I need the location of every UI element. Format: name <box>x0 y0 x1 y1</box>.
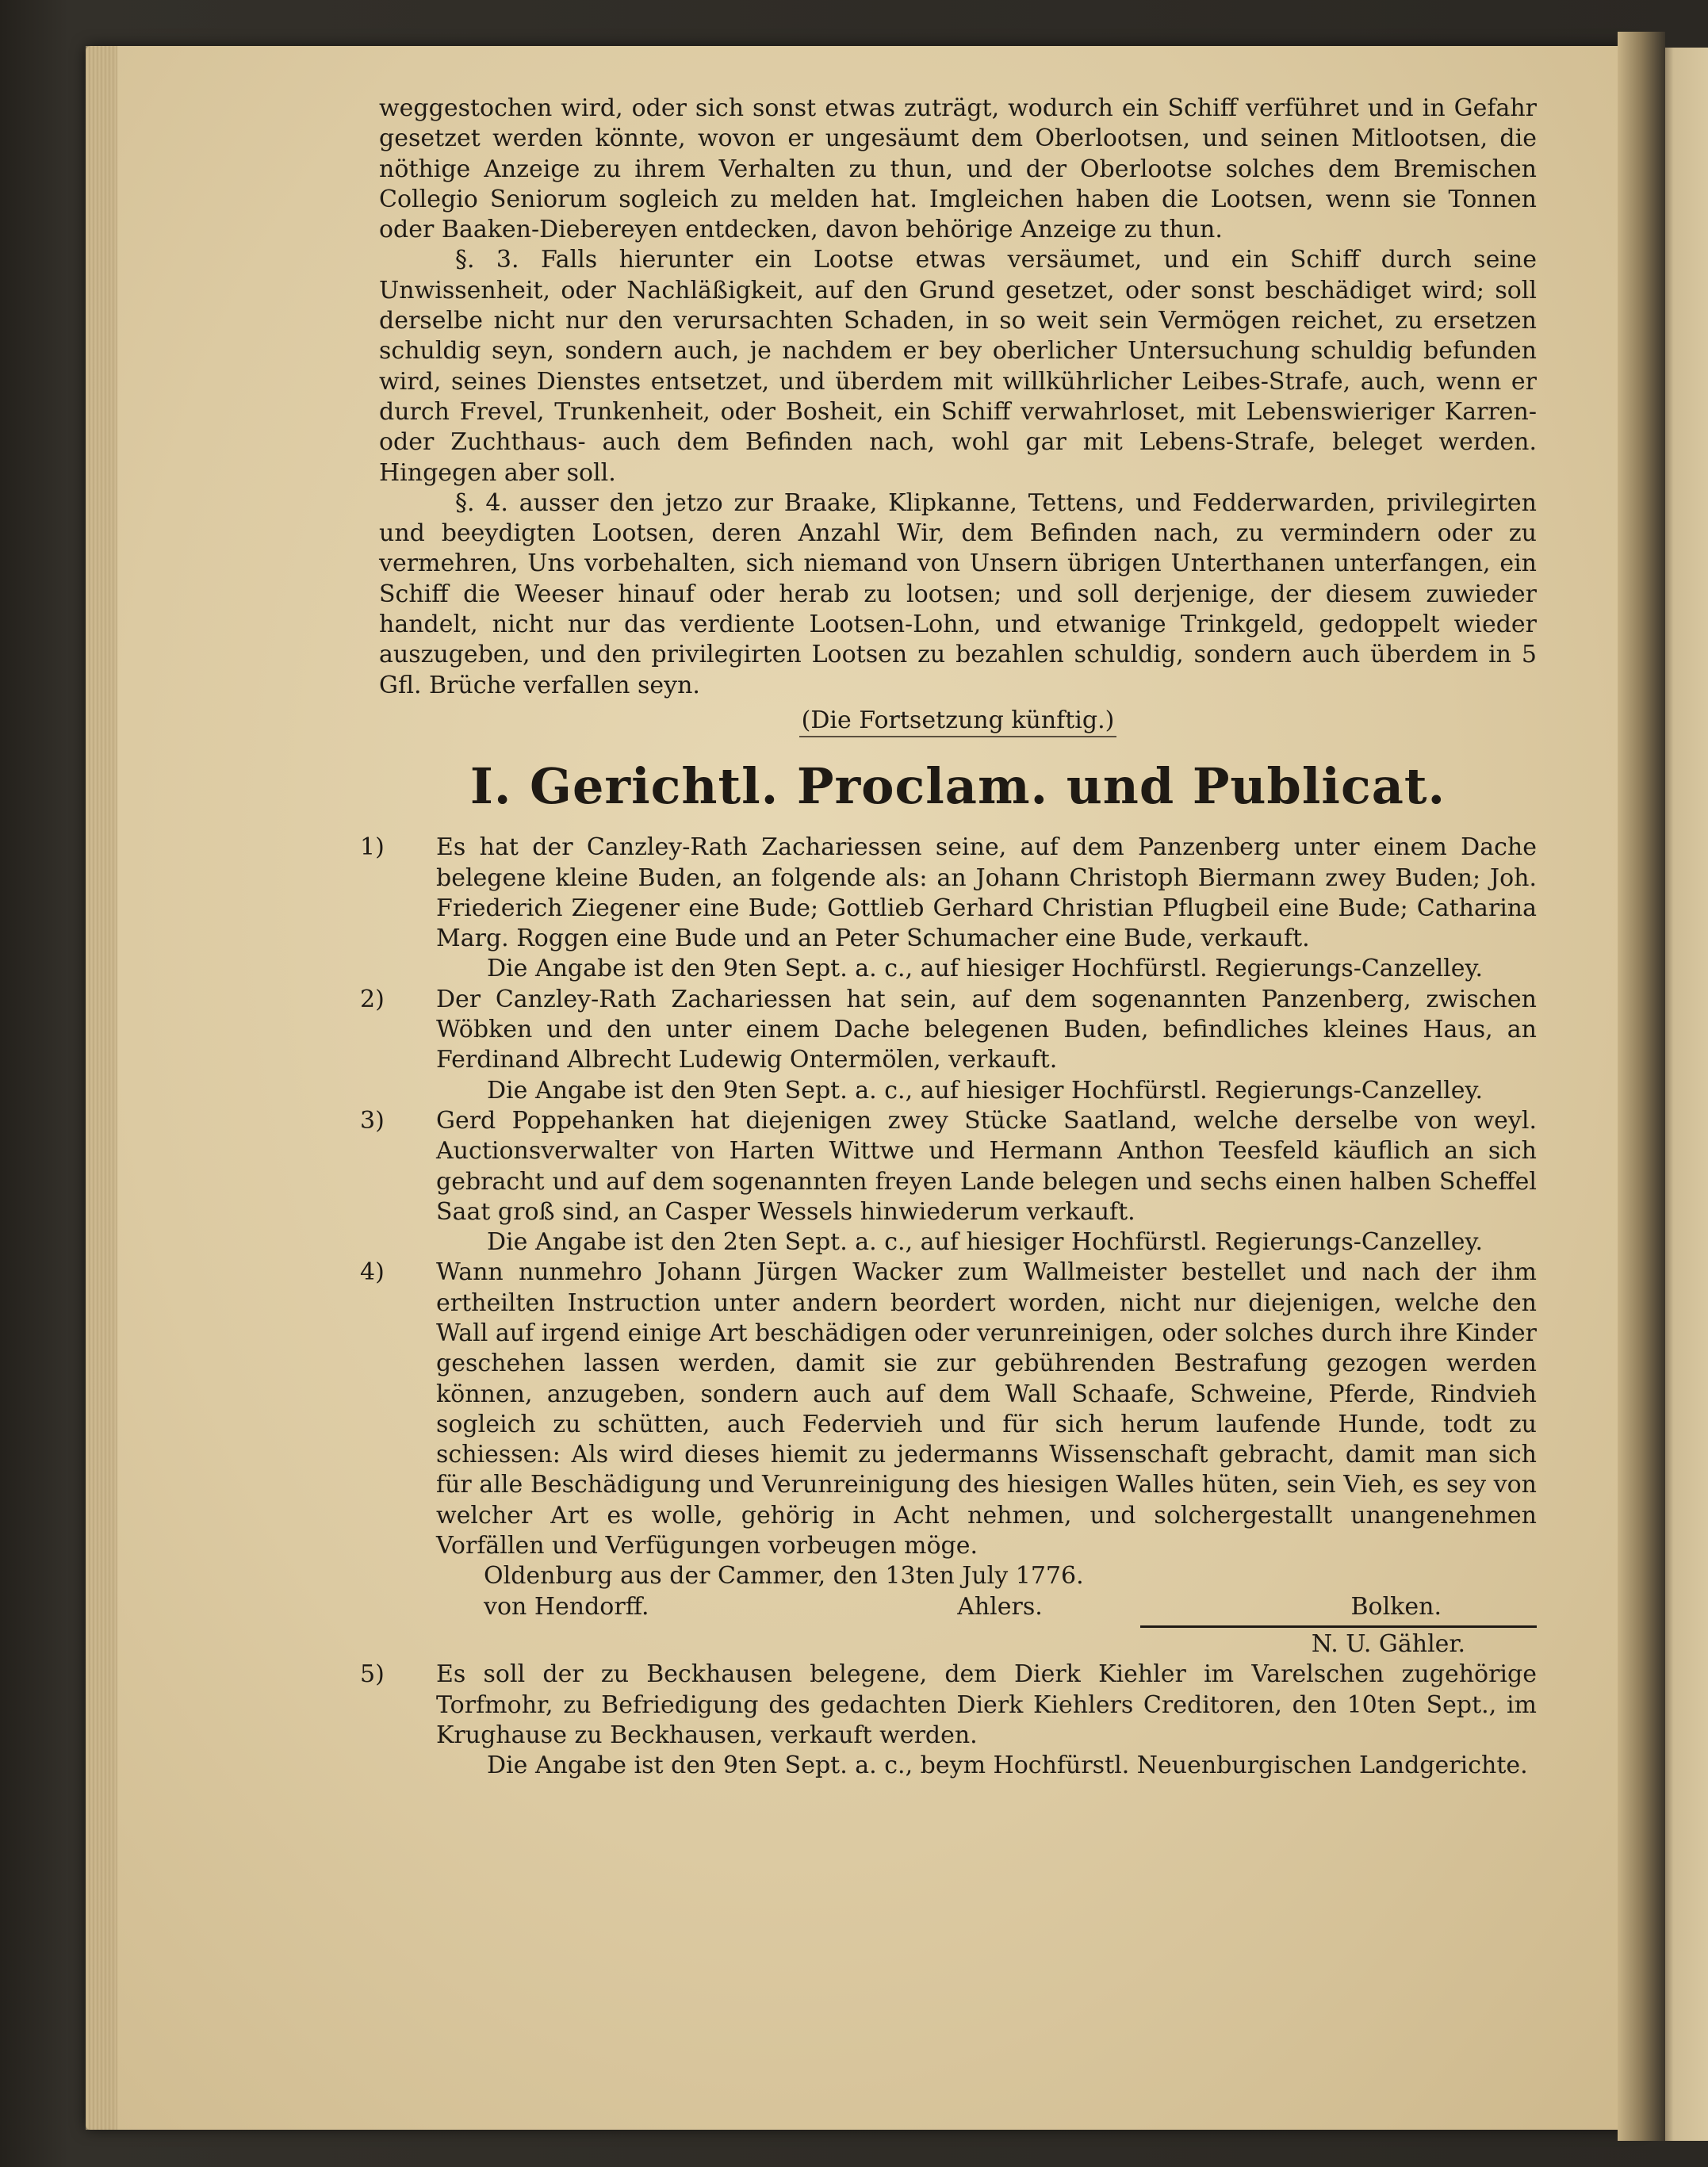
entry-text: Der Canzley-Rath Zachariessen hat sein, auf dem sogenannten Panzenberg, zwischen Wöbken und den unter einem Dache belegenen Buden, befindliches kleines Haus, an Ferdinand Albrecht Ludewig Ontermölen, verkauft. <box>436 985 1537 1074</box>
notice-entry-3 <box>360 1106 1537 1258</box>
page-text <box>360 94 1537 1781</box>
entry-number: 3) <box>360 1106 385 1135</box>
entry-number: 2) <box>360 985 385 1013</box>
notice-entry-5 <box>360 1660 1537 1781</box>
signature-name-gahler: N. U. Gähler. <box>1311 1629 1465 1658</box>
signature-rule <box>1140 1625 1537 1628</box>
continuation-note: (Die Fortsetzung künftig.) <box>801 706 1115 734</box>
signature-names <box>379 1592 1537 1622</box>
binding-fold <box>1618 32 1665 2141</box>
entry-filing-note: Die Angabe ist den 9ten Sept. a. c., auf hiesiger Hochfürstl. Regierungs-Canzelley. <box>487 955 1484 983</box>
signature-name-ahlers: Ahlers. <box>957 1592 1043 1621</box>
entry-filing-note: Die Angabe ist den 9ten Sept. a. c., beym Hochfürstl. Neuenburgischen Landgerichte. <box>487 1752 1528 1780</box>
paragraph-section-4: §. 4. ausser den jetzo zur Braake, Klipkanne, Tettens, und Fedderwarden, privilegirten und beeydigten Lootsen, deren Anzahl Wir, dem Befinden nach, zu vermindern oder zu vermehren, Uns vorbehalten, sich niemand von Unsern übrigen Unterthanen unterfangen, ein Schiff die Weeser hinauf oder herab zu lootsen; und soll derjenige, der diesem zuwieder handelt, nicht nur das verdiente Lootsen-Lohn, und etwanige Trinkgeld, gedoppelt wieder auszugeben, und den privilegirten Lootsen zu bezahlen schuldig, sondern auch überdem in 5 Gfl. Brüche verfallen seyn. <box>379 488 1537 699</box>
entry-filing-note: Die Angabe ist den 9ten Sept. a. c., auf hiesiger Hochfürstl. Regierungs-Canzelley. <box>487 1076 1484 1105</box>
page-edges <box>86 46 117 2130</box>
entry-number: 1) <box>360 833 385 862</box>
notice-entry-4 <box>360 1258 1537 1561</box>
signature-name-hendorff: von Hendorff. <box>484 1592 649 1621</box>
paragraph-section-3: §. 3. Falls hierunter ein Lootse etwas versäumet, und ein Schiff durch seine Unwissenheit, oder Nachläßigkeit, auf den Grund gesetzet, oder sonst beschädiget wird; soll derselbe nicht nur den verursachten Schaden, in so weit sein Vermögen reichet, zu ersetzen schuldig seyn, sondern auch, je nachdem er bey oberlicher Untersuchung schuldig befunden wird, seines Dienstes entsetzet, und überdem mit willkührlicher Leibes-Strafe, auch, wenn er durch Frevel, Trunkenheit, oder Bosheit, ein Schiff verwahrloset, mit Lebenswieriger Karren- oder Zuchthaus- auch dem Befinden nach, wohl gar mit Lebens-Strafe, beleget werden. Hingegen aber soll. <box>379 246 1537 487</box>
entry-text: Es soll der zu Beckhausen belegene, dem Dierk Kiehler im Varelschen zugehörige Torfmohr, zu Befriedigung des gedachten Dierk Kiehlers Creditoren, den 10ten Sept., im Krughause zu Beckhausen, verkauft werden. <box>436 1660 1537 1749</box>
entry-number: 4) <box>360 1258 385 1287</box>
signature-place-date: Oldenburg aus der Cammer, den 13ten July 1776. <box>484 1562 1084 1591</box>
paragraph-continuation: weggestochen wird, oder sich sonst etwas zuträgt, wodurch ein Schiff verführet und in Gefahr gesetzet werden könnte, wovon er ungesäumt dem Oberlootsen, und seinen Mitlootsen, die nöthige Anzeige zu ihrem Verhalten zu thun, und der Oberlootse solches dem Bremischen Collegio Seniorum sogleich zu melden hat. Imgleichen haben die Lootsen, wenn sie Tonnen oder Baaken-Diebereyen entdecken, davon behörige Anzeige zu thun. <box>379 94 1537 244</box>
facing-page-edge <box>1659 48 1708 2141</box>
notice-entry-2 <box>360 985 1537 1106</box>
entry-text: Es hat der Canzley-Rath Zachariessen seine, auf dem Panzenberg unter einem Dache belegene kleine Buden, an folgende als: an Johann Christoph Biermann zwey Buden; Joh. Friederich Ziegener eine Bude; Gottlieb Gerhard Christian Pflugbeil eine Bude; Catharina Marg. Roggen eine Bude und an Peter Schumacher eine Bude, verkauft. <box>436 833 1537 953</box>
signature-name-bolken: Bolken. <box>1350 1592 1442 1621</box>
entry-number: 5) <box>360 1660 385 1689</box>
entry-filing-note: Die Angabe ist den 2ten Sept. a. c., auf hiesiger Hochfürstl. Regierungs-Canzelley. <box>487 1228 1484 1257</box>
section-heading: I. Gerichtl. Proclam. und Publicat. <box>469 757 1446 816</box>
entry-text: Gerd Poppehanken hat diejenigen zwey Stücke Saatland, welche derselbe von weyl. Auctionsverwalter von Harten Wittwe und Hermann Anthon Teesfeld käuflich an sich gebracht und auf dem sogenannten freyen Lande belegen und sechs einen halben Scheffel Saat groß sind, an Casper Wessels hinwiederum verkauft. <box>436 1106 1537 1226</box>
separator-rule <box>799 736 1116 737</box>
notice-entry-1 <box>360 833 1537 984</box>
entry-text: Wann nunmehro Johann Jürgen Wacker zum Wallmeister bestellet und nach der ihm ertheilten Instruction unter andern beordert worden, nicht nur diejenigen, welche den Wall auf irgend einige Art beschädigen oder verunreinigen, oder solches durch ihre Kinder geschehen lassen werden, damit sie zur gebührenden Bestrafung gezogen werden können, anzugeben, sondern auch auf dem Wall Schaafe, Schweine, Pferde, Rindvieh sogleich zu schütten, auch Federvieh und für sich herum laufende Hunde, todt zu schiessen: Als wird dieses hiemit zu jedermanns Wissenschaft gebracht, damit man sich für alle Beschädigung und Verunreinigung des hiesigen Walles hüten, sein Vieh, es sey von welcher Art es wolle, gehörig in Acht nehmen, und solchergestallt unangenehmen Vorfällen und Verfügungen vorbeugen möge. <box>436 1258 1537 1560</box>
